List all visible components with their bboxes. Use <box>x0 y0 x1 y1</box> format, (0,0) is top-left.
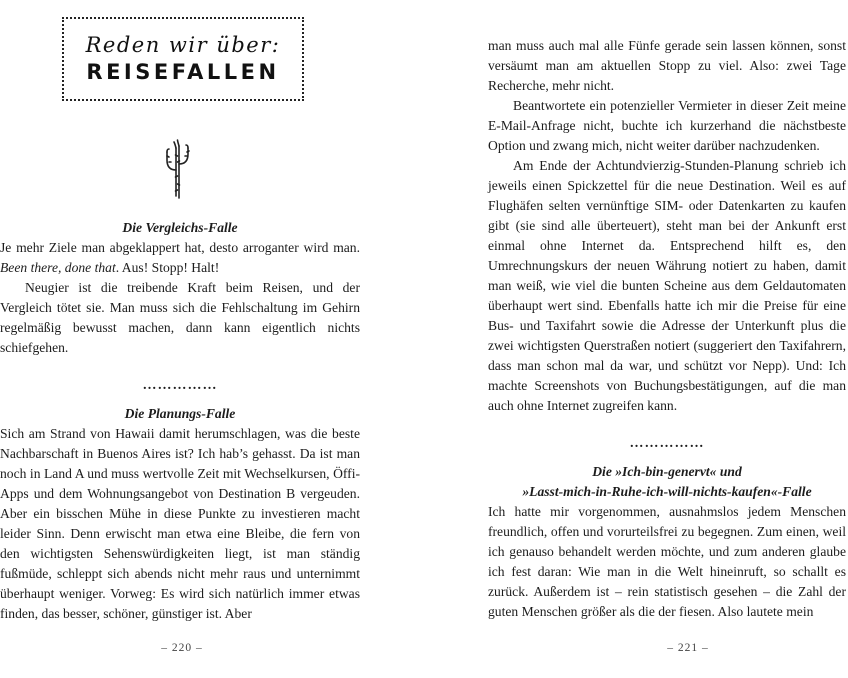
right-text-column <box>488 36 846 622</box>
chapter-title-line2: REISEFALLEN <box>86 60 280 84</box>
section-heading-planung: Die Planungs-Falle <box>124 406 236 421</box>
section-heading-genervt-line1: Die »Ich-bin-genervt« und <box>592 464 742 479</box>
chapter-title-line1: Reden wir über: <box>85 33 281 57</box>
right-page <box>424 0 848 678</box>
paragraph-text: Je mehr Ziele man abgeklappert hat, desto arroganter wird man. <box>0 240 360 255</box>
section-separator: …………… <box>629 436 705 451</box>
section-heading-genervt-line2: »Lasst-mich-in-Ruhe-ich-will-nichts-kaufen«-Falle <box>522 484 812 499</box>
chapter-title-box <box>62 17 304 101</box>
paragraph <box>0 238 360 278</box>
paragraph: Ich hatte mir vorgenommen, ausnahmslos jedem Menschen freundlich, offen und vorurteilsfrei zu begegnen. Zum einen, weil ich genauso behandelt werden möchte, und zum anderen glaube ich fest daran: Wie man in die Welt hineinruft, so schallt es zurück. Außerdem ist – rein statistisch gesehen – die Zahl der guten Menschen größer als die der fiesen. Also lautete mein <box>488 504 846 619</box>
paragraph: Sich am Strand von Hawaii damit herumschlagen, was die beste Nachbarschaft in Buenos Aires ist? Ich hab’s gehasst. Da ist man noch in Land A und muss wertvolle Zeit mit Wechselkursen, Öffi-Apps und dem Wohnungsangebot von Destination B vergeuden. Aber ein bisschen Mühe in diese Punkte zu investieren macht leider Sinn. Denn erwischt man etwa eine Bleibe, die fern von den wichtigsten Sehenswürdigkeiten liegt, ist man ständig fußmüde, schleppt sich abends nicht mehr raus und unternimmt überhaupt weniger. Vorweg: Es wird sich natürlich immer etwas finden, das besser, schöner, günstiger ist. Aber <box>0 426 360 621</box>
section-separator: …………… <box>142 378 218 393</box>
paragraph: man muss auch mal alle Fünfe gerade sein lassen können, sonst versäumt man am aktuellen Stopp zu viel. Also: zwei Tage Recherche, mehr nicht. <box>488 38 846 93</box>
italic-phrase: Been there, done that <box>0 260 116 275</box>
left-text-column <box>0 218 360 624</box>
section-heading-vergleich: Die Vergleichs-Falle <box>122 220 238 235</box>
paragraph: Beantwortete ein potenzieller Vermieter in dieser Zeit meine E-Mail-Anfrage nicht, buchte ich kurzerhand die nächstbeste Option und zwang mich, nicht weiter darüber nachzudenken. <box>488 98 846 153</box>
cactus-icon <box>163 138 195 200</box>
page-number: – 220 – <box>161 642 203 654</box>
paragraph: Neugier ist die treibende Kraft beim Reisen, und der Vergleich tötet sie. Man muss sich die Fehlschaltung im Gehirn regelmäßig bewusst machen, dann kann eigentlich nichts schiefgehen. <box>0 280 360 355</box>
page-number: – 221 – <box>667 642 709 654</box>
paragraph: Am Ende der Achtundvierzig-Stunden-Planung schrieb ich jeweils einen Spickzettel für die neue Destination. Weil es auf Flughäfen selten vernünftige SIM- oder Datenkarten zu kaufen gibt (sie sind alle überteuert), steht man bei der Ankunft erst einmal ohne Internet da. Entsprechend hilft es, den Umrechnungskurs der neuen Währung notiert zu haben, damit man weiß, wie viel die bunten Scheine aus dem Geldautomaten überhaupt wert sind. Ebenfalls hatte ich mir die Preise für eine Bus- und Taxifahrt sowie die Adresse der Unterkunft plus die zwei wichtigsten Querstraßen notiert (suggeriert den Taxifahrern, dass man schon mal da war, und schützt vor Nepp). Und: Ich machte Screenshots von Buchungsbestätigungen, auf die man auch ohne Internet zugreifen kann. <box>488 158 846 413</box>
paragraph-text: . Aus! Stopp! Halt! <box>115 260 220 275</box>
